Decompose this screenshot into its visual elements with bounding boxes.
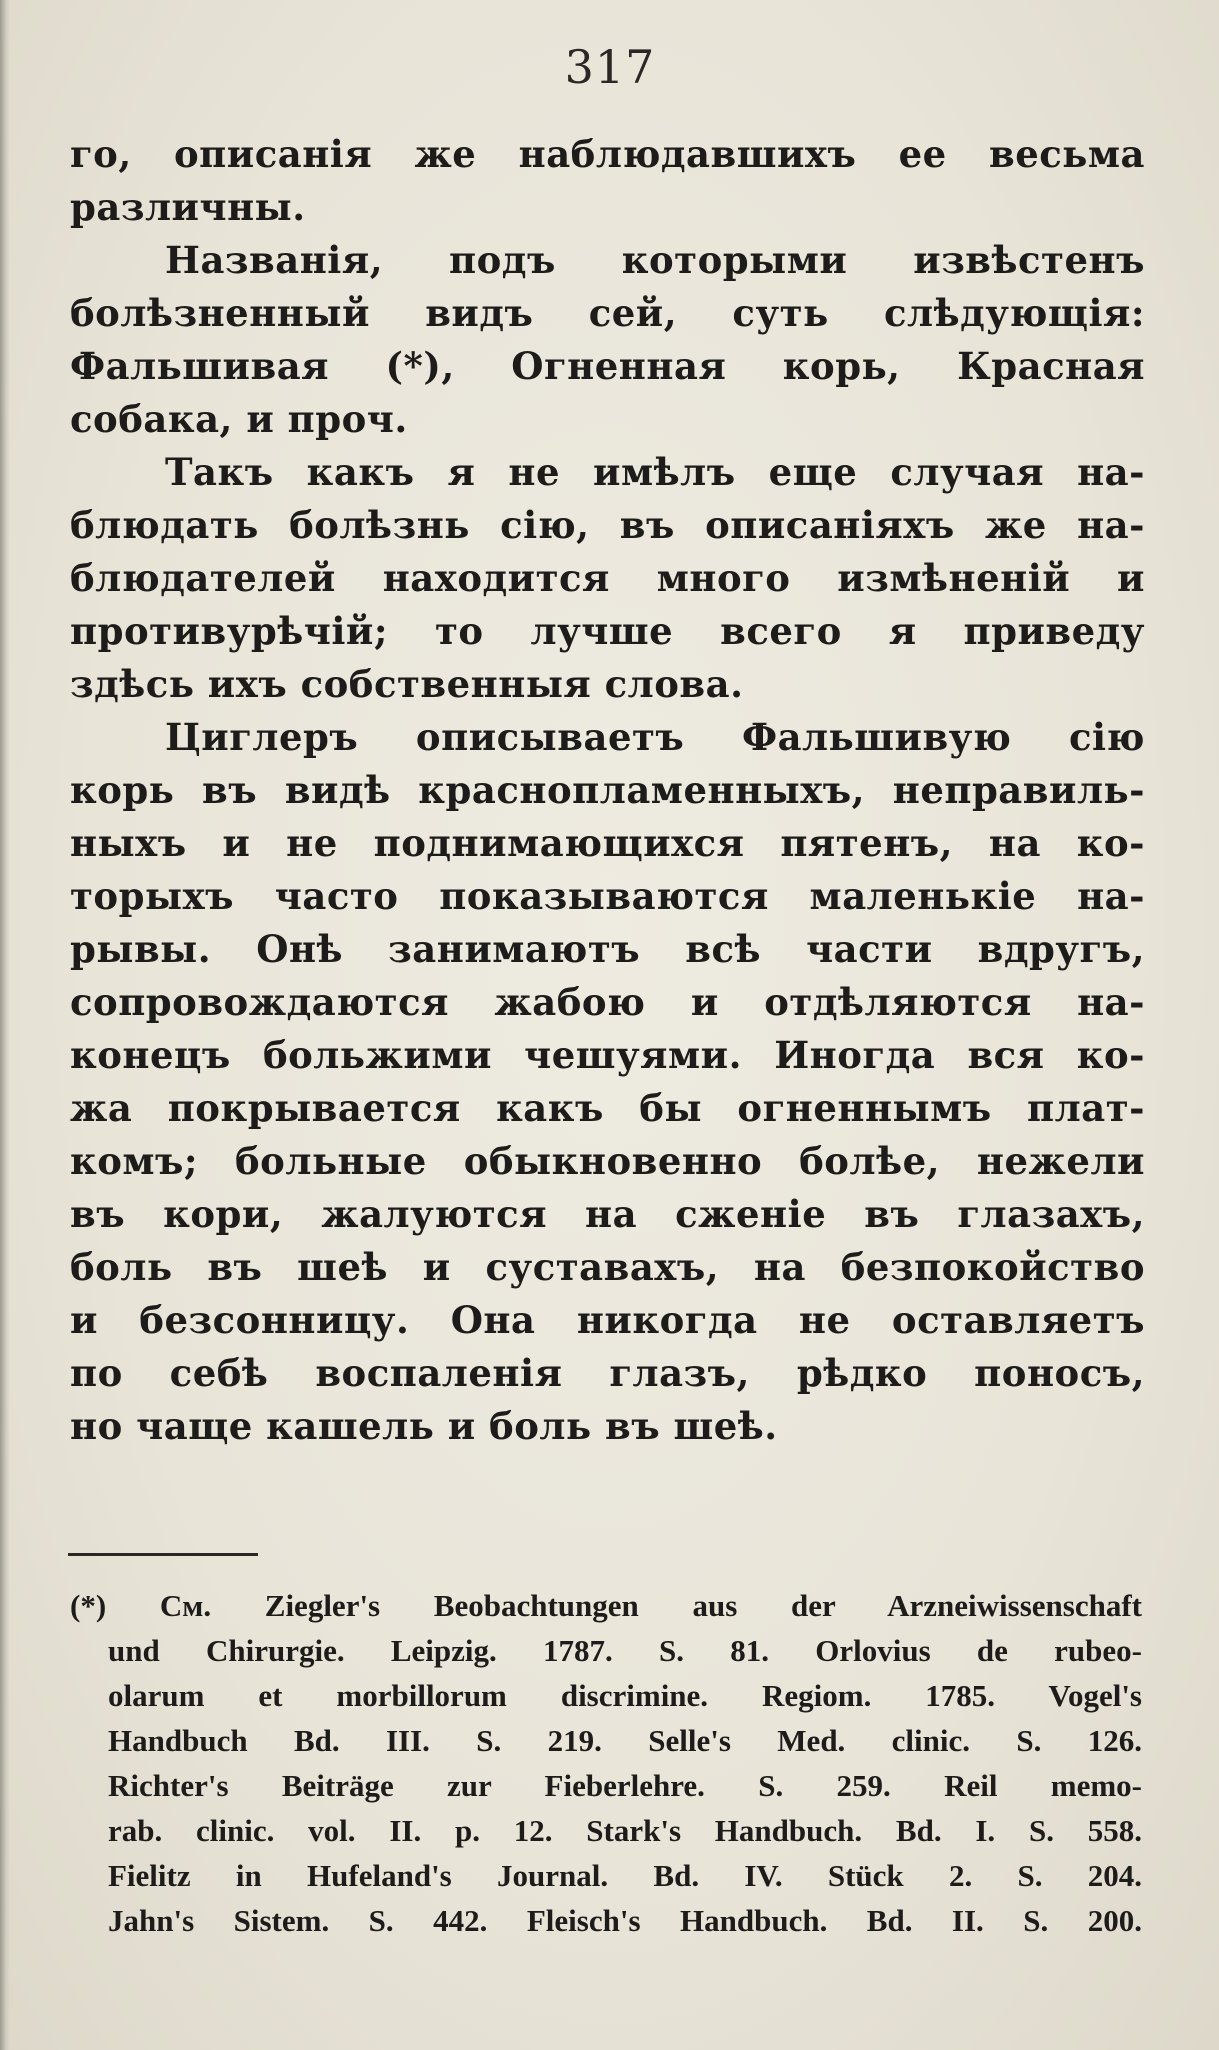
text-line: Циглеръ описываетъ Фальшивую сію — [165, 715, 1145, 759]
paragraph — [70, 446, 1145, 711]
text-line: различны. — [70, 185, 306, 229]
text-line: блюдать болѣзнь сію, въ описаніяхъ же на- — [70, 503, 1145, 547]
footnote-line: und Chirurgie. Leipzig. 1787. S. 81. Orlovius de rubeo- — [108, 1633, 1142, 1668]
text-line: здѣсь ихъ собственныя слова. — [70, 662, 744, 706]
footnote-divider — [68, 1553, 258, 1556]
paragraph — [70, 711, 1145, 1453]
text-line: корь въ видѣ краснопламенныхъ, неправиль- — [70, 768, 1145, 812]
footnote-line: Fielitz in Hufeland's Journal. Bd. IV. Stück 2. S. 204. — [108, 1858, 1142, 1893]
text-line: го, описанія же наблюдавшихъ ее весьма — [70, 132, 1145, 176]
text-line: Названія, подъ которыми извѣстенъ — [165, 238, 1145, 282]
text-line: болѣзненный видъ сей, суть слѣдующія: — [70, 291, 1145, 335]
text-line: но чаще кашель и боль въ шеѣ. — [70, 1404, 778, 1448]
text-line: противурѣчій; то лучше всего я приведу — [70, 609, 1145, 653]
text-line: комъ; больные обыкновенно болѣе, нежели — [70, 1139, 1145, 1183]
text-line: жа покрывается какъ бы огненнымъ плат- — [70, 1086, 1145, 1130]
text-line: Фальшивая (*), Огненная корь, Красная — [70, 344, 1145, 388]
paragraph — [70, 128, 1145, 234]
text-line: рывы. Онѣ занимаютъ всѣ части вдругъ, — [70, 927, 1145, 971]
text-line: сопровождаются жабою и отдѣляются на- — [70, 980, 1145, 1024]
text-line: по себѣ воспаленія глазъ, рѣдко поносъ, — [70, 1351, 1145, 1395]
footnote-line: rab. clinic. vol. II. p. 12. Stark's Handbuch. Bd. I. S. 558. — [108, 1813, 1142, 1848]
page-edge-shadow — [0, 0, 10, 2050]
footnote-line: Jahn's Sistem. S. 442. Fleisch's Handbuch. Bd. II. S. 200. — [108, 1903, 1142, 1938]
text-line: боль въ шеѣ и суставахъ, на безпокойство — [70, 1245, 1145, 1289]
text-line: ныхъ и не поднимающихся пятенъ, на ко- — [70, 821, 1145, 865]
text-line: торыхъ часто показываются маленькіе на- — [70, 874, 1145, 918]
footnote-line: Richter's Beiträge zur Fieberlehre. S. 259. Reil memo- — [108, 1768, 1142, 1803]
footnote-line: olarum et morbillorum discrimine. Regiom. 1785. Vogel's — [108, 1678, 1142, 1713]
footnote-line: (*) См. Ziegler's Beobachtungen aus der Arzneiwissenschaft — [70, 1588, 1142, 1623]
footnote — [70, 1583, 1142, 1943]
text-line: и безсонницу. Она никогда не оставляетъ — [70, 1298, 1145, 1342]
text-line: конецъ больжими чешуями. Иногда вся ко- — [70, 1033, 1145, 1077]
text-line: блюдателей находится много измѣненій и — [70, 556, 1145, 600]
text-line: въ кори, жалуются на сженіе въ глазахъ, — [70, 1192, 1145, 1236]
text-line: Такъ какъ я не имѣлъ еще случая на- — [165, 450, 1145, 494]
paragraph — [70, 234, 1145, 446]
footnote-line: Handbuch Bd. III. S. 219. Selle's Med. clinic. S. 126. — [108, 1723, 1142, 1758]
body-text — [70, 128, 1145, 1453]
page-number: 317 — [564, 40, 656, 94]
text-line: собака, и проч. — [70, 397, 408, 441]
